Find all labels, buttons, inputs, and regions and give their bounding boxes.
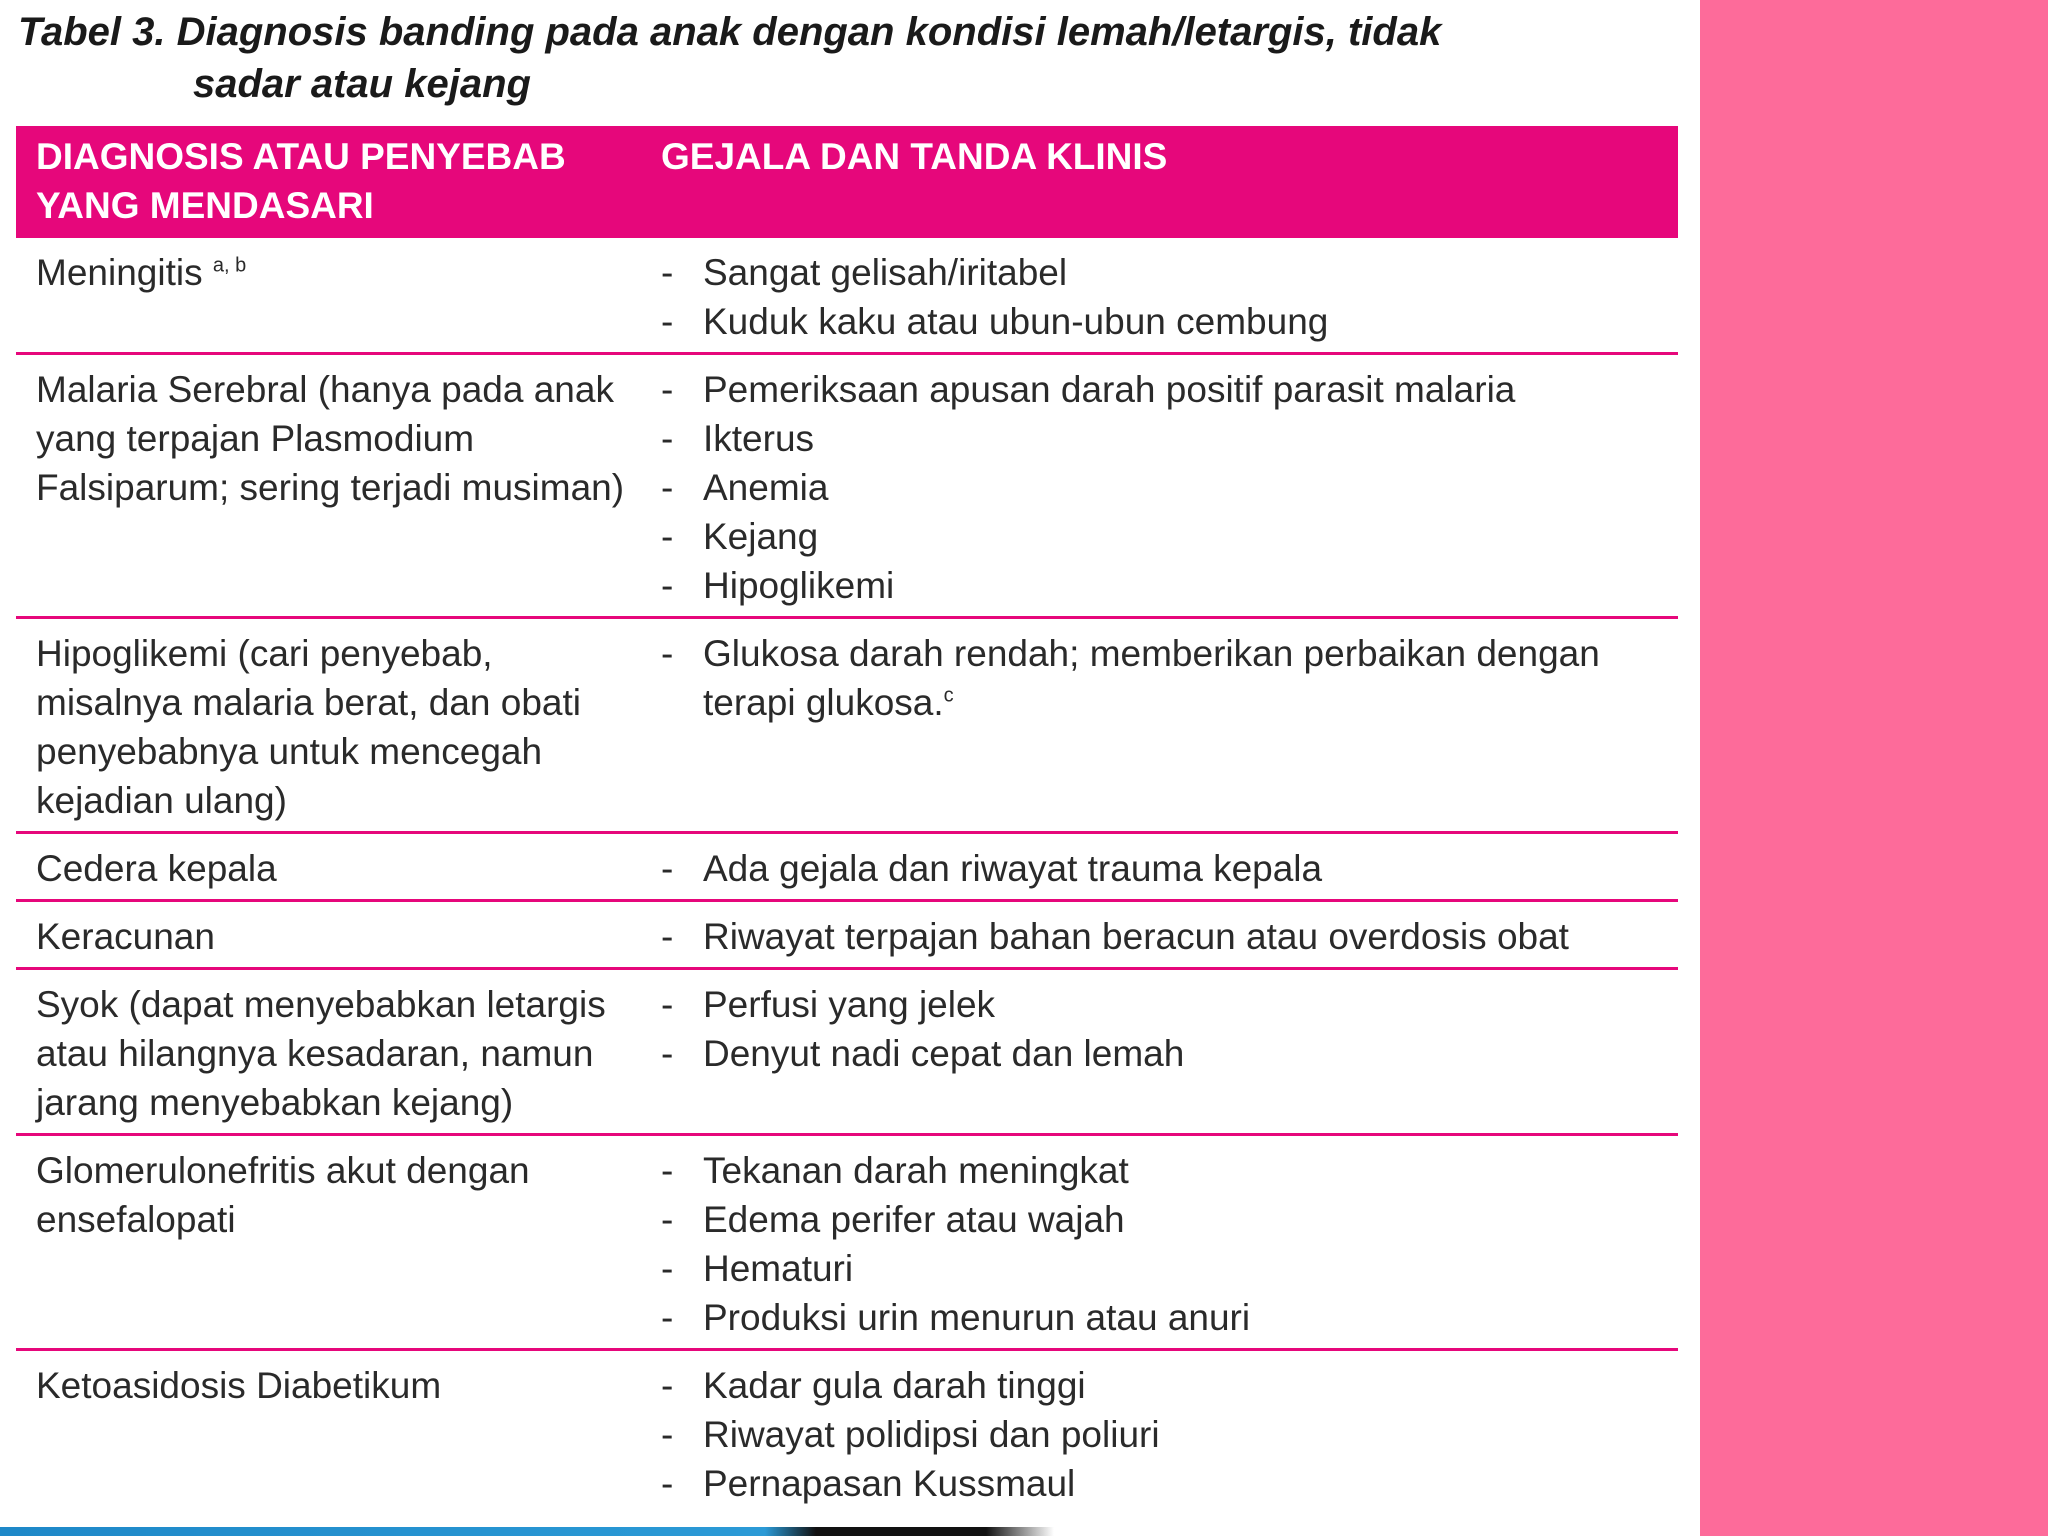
- table-row: [16, 901, 1678, 969]
- signs-cell: [641, 354, 1678, 618]
- diagnosis-cell: [16, 1350, 641, 1515]
- sign-item: [661, 1361, 1678, 1410]
- sign-item: [661, 463, 1678, 512]
- diagnosis-cell: [16, 901, 641, 969]
- table-row: [16, 969, 1678, 1135]
- sign-text: Kejang: [703, 516, 819, 557]
- signs-cell: [641, 901, 1678, 969]
- signs-list: [661, 844, 1678, 893]
- diagnosis-text: Ketoasidosis Diabetikum: [36, 1365, 442, 1406]
- sign-item: [661, 844, 1678, 893]
- bottom-strip: [0, 1527, 1700, 1536]
- sign-text: Pemeriksaan apusan darah positif parasit malaria: [703, 369, 1516, 410]
- sign-item: [661, 1293, 1678, 1342]
- table-title: [18, 6, 1678, 110]
- sign-text: Ada gejala dan riwayat trauma kepala: [703, 848, 1323, 889]
- signs-cell: [641, 1135, 1678, 1350]
- signs-list: [661, 629, 1678, 727]
- signs-list: [661, 1146, 1678, 1342]
- diagnosis-text: Hipoglikemi (cari penyebab, misalnya malaria berat, dan obati penyebabnya untuk mencegah kejadian ulang): [36, 633, 582, 821]
- sign-text: Glukosa darah rendah; memberikan perbaikan dengan terapi glukosa.: [703, 633, 1600, 723]
- header-signs: GEJALA DAN TANDA KLINIS: [641, 126, 1678, 238]
- header-diagnosis: DIAGNOSIS ATAU PENYEBAB YANG MENDASARI: [16, 126, 641, 238]
- sign-text: Hipoglikemi: [703, 565, 895, 606]
- sign-item: [661, 561, 1678, 610]
- sign-text: Ikterus: [703, 418, 815, 459]
- sign-item: [661, 1244, 1678, 1293]
- sign-text: Anemia: [703, 467, 829, 508]
- sign-text: Sangat gelisah/iritabel: [703, 252, 1068, 293]
- sign-text: Kuduk kaku atau ubun-ubun cembung: [703, 301, 1329, 342]
- sign-item: [661, 1146, 1678, 1195]
- signs-list: [661, 980, 1678, 1078]
- table-title-line2: sadar atau kejang: [193, 62, 531, 106]
- sign-text: Denyut nadi cepat dan lemah: [703, 1033, 1185, 1074]
- signs-list: [661, 912, 1678, 961]
- sign-item: [661, 365, 1678, 414]
- diagnosis-text: Cedera kepala: [36, 848, 277, 889]
- diagnosis-table-container: [16, 126, 1678, 1514]
- signs-cell: [641, 238, 1678, 354]
- side-panel: [1700, 0, 2048, 1536]
- sign-text: Perfusi yang jelek: [703, 984, 996, 1025]
- sign-item: [661, 414, 1678, 463]
- sign-text: Tekanan darah meningkat: [703, 1150, 1129, 1191]
- sign-text: Hematuri: [703, 1248, 854, 1289]
- diagnosis-cell: [16, 969, 641, 1135]
- diagnosis-text: Keracunan: [36, 916, 215, 957]
- sign-item: [661, 1029, 1678, 1078]
- table-title-line1: Diagnosis banding pada anak dengan kondisi lemah/letargis, tidak: [176, 10, 1442, 54]
- sign-text: Riwayat terpajan bahan beracun atau overdosis obat: [703, 916, 1569, 957]
- signs-list: [661, 1361, 1678, 1508]
- table-body: [16, 238, 1678, 1514]
- sign-item: [661, 629, 1678, 727]
- table-number: Tabel 3.: [18, 10, 166, 54]
- sign-item: [661, 980, 1678, 1029]
- diagnosis-text: Meningitis: [36, 252, 203, 293]
- table-header-row: [16, 126, 1678, 238]
- sign-text: Pernapasan Kussmaul: [703, 1463, 1076, 1504]
- table-row: [16, 1350, 1678, 1515]
- sign-item: [661, 297, 1678, 346]
- sign-item: [661, 1410, 1678, 1459]
- sign-item: [661, 248, 1678, 297]
- diagnosis-text: Syok (dapat menyebabkan letargis atau hilangnya kesadaran, namun jarang menyebabkan kejang): [36, 984, 606, 1123]
- sign-text: Edema perifer atau wajah: [703, 1199, 1125, 1240]
- footnote-marker: a, b: [212, 254, 247, 277]
- diagnosis-cell: [16, 1135, 641, 1350]
- diagnosis-cell: [16, 618, 641, 833]
- diagnosis-text: Malaria Serebral (hanya pada anak yang terpajan Plasmodium Falsiparum; sering terjadi musiman): [36, 369, 625, 508]
- table-row: [16, 1135, 1678, 1350]
- sign-item: [661, 512, 1678, 561]
- sign-item: [661, 912, 1678, 961]
- diagnosis-text: Glomerulonefritis akut dengan ensefalopati: [36, 1150, 530, 1240]
- sign-text: Produksi urin menurun atau anuri: [703, 1297, 1251, 1338]
- signs-cell: [641, 833, 1678, 901]
- diagnosis-table: [16, 126, 1678, 1514]
- signs-cell: [641, 969, 1678, 1135]
- sign-text: Riwayat polidipsi dan poliuri: [703, 1414, 1160, 1455]
- diagnosis-cell: [16, 238, 641, 354]
- table-row: [16, 833, 1678, 901]
- sign-text: Kadar gula darah tinggi: [703, 1365, 1086, 1406]
- table-row: [16, 238, 1678, 354]
- signs-list: [661, 365, 1678, 610]
- diagnosis-cell: [16, 833, 641, 901]
- footnote-marker: c: [943, 684, 954, 707]
- table-row: [16, 354, 1678, 618]
- signs-list: [661, 248, 1678, 346]
- table-row: [16, 618, 1678, 833]
- signs-cell: [641, 1350, 1678, 1515]
- diagnosis-cell: [16, 354, 641, 618]
- signs-cell: [641, 618, 1678, 833]
- sign-item: [661, 1459, 1678, 1508]
- sign-item: [661, 1195, 1678, 1244]
